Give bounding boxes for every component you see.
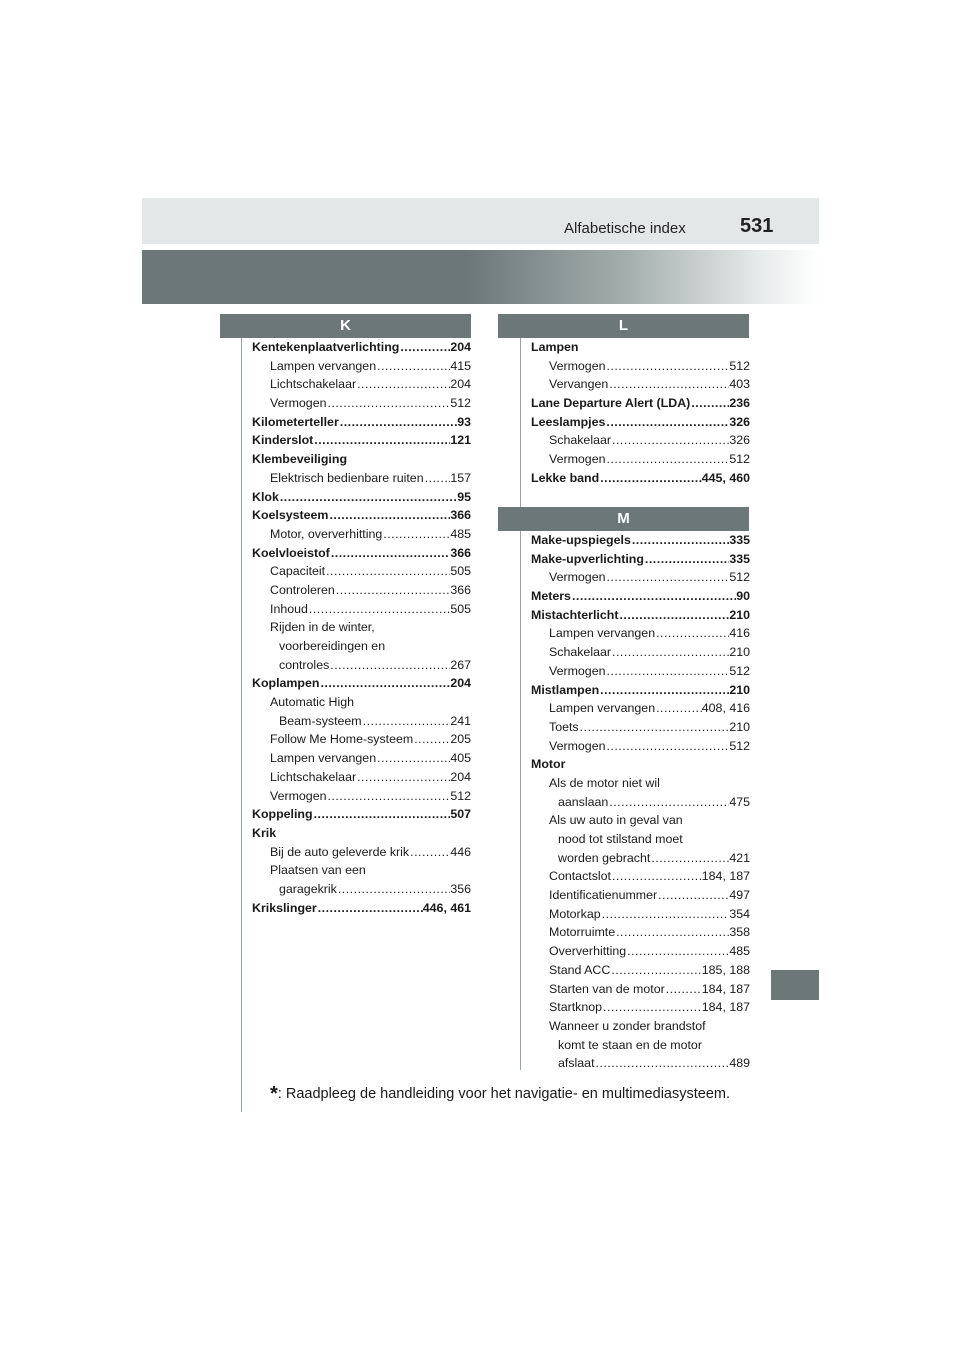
entry-label: Vermogen: [549, 358, 606, 373]
dot-leader: [313, 431, 450, 450]
entry-label: Automatic High: [270, 695, 355, 710]
dot-leader: [330, 544, 451, 563]
index-entry: [531, 980, 750, 999]
dot-leader: [618, 606, 729, 625]
entry-label: Als uw auto in geval van: [549, 813, 683, 828]
index-entry: [531, 375, 750, 394]
entry-page-ref: 210: [729, 607, 750, 622]
section-title: Alfabetische index: [564, 220, 686, 237]
index-entry: [252, 637, 471, 656]
entry-label: Leeslampjes: [531, 414, 606, 429]
entry-label: Motorruimte: [549, 925, 616, 940]
entry-page-ref: 512: [729, 738, 750, 753]
entry-label: komt te staan en de motor: [558, 1037, 702, 1052]
entry-label: Lichtschakelaar: [270, 377, 357, 392]
dot-leader: [611, 643, 729, 662]
left-margin-rule: [241, 318, 242, 1112]
footnote-marker: *: [270, 1083, 278, 1105]
index-entry: [252, 768, 471, 787]
entry-label: Lampen vervangen: [270, 751, 377, 766]
entry-label: Beam-systeem: [279, 713, 362, 728]
entry-label: Capaciteit: [270, 564, 326, 579]
entry-page-ref: 210: [729, 645, 750, 660]
index-entry: [531, 431, 750, 450]
dot-leader: [599, 469, 702, 488]
entry-page-ref: 241: [450, 713, 471, 728]
index-entry: [252, 506, 471, 525]
dot-leader: [605, 450, 729, 469]
entry-label: Kentekenplaatverlichting: [252, 340, 400, 354]
index-entry: [252, 674, 471, 693]
index-entry: [531, 338, 750, 357]
entry-page-ref: 335: [729, 533, 750, 547]
index-entry: [531, 1054, 750, 1073]
letter-heading-k: K: [220, 314, 471, 338]
entry-label: Toets: [549, 719, 579, 734]
footnote-text: : Raadpleeg de handleiding voor het navigatie- en multimediasysteem.: [277, 1086, 730, 1102]
entry-label: Oververhitting: [549, 944, 627, 959]
dot-leader: [326, 394, 450, 413]
index-entry: [531, 662, 750, 681]
entry-label: Lampen vervangen: [270, 358, 377, 373]
dot-leader: [356, 375, 450, 394]
index-entry: [252, 787, 471, 806]
entry-page-ref: 210: [729, 719, 750, 734]
entry-label: Schakelaar: [549, 433, 611, 448]
entry-page-ref: 485: [729, 944, 750, 959]
dot-leader: [329, 656, 450, 675]
entry-label: Motor, oververhitting: [270, 526, 383, 541]
entry-label: Vervangen: [549, 377, 609, 392]
entry-page-ref: 204: [450, 769, 471, 784]
entry-page-ref: 354: [729, 906, 750, 921]
entry-label: Inhoud: [270, 601, 308, 616]
dot-leader: [317, 899, 423, 918]
entry-page-ref: 210: [729, 682, 750, 697]
entry-label: voorbereidingen en: [279, 639, 386, 653]
index-entry: [531, 755, 750, 774]
index-entry: [531, 606, 750, 625]
entry-page-ref: 358: [729, 925, 750, 940]
dot-leader: [605, 357, 729, 376]
index-entry: [531, 1017, 750, 1036]
dot-leader: [602, 998, 702, 1017]
entry-label: Motor: [531, 757, 566, 772]
index-entry: [252, 880, 471, 899]
dot-leader: [595, 1054, 730, 1073]
dot-leader: [601, 905, 730, 924]
dot-leader: [279, 488, 457, 507]
index-entry: [531, 942, 750, 961]
dot-leader: [399, 338, 450, 357]
entry-page-ref: 505: [450, 601, 471, 616]
index-entry: [531, 718, 750, 737]
entry-label: Vermogen: [270, 788, 327, 803]
index-entry: [531, 886, 750, 905]
entry-page-ref: 157: [450, 470, 471, 485]
entry-label: Schakelaar: [549, 645, 611, 660]
entry-page-ref: 446, 461: [422, 900, 471, 915]
entry-page-ref: 446: [450, 844, 471, 859]
dot-leader: [571, 587, 736, 606]
entry-label: Koelvloeistof: [252, 545, 330, 560]
index-entry: [252, 544, 471, 563]
entry-page-ref: 326: [729, 414, 750, 429]
index-entry: [531, 998, 750, 1017]
index-entry: [531, 961, 750, 980]
index-list-m: [531, 531, 750, 1073]
dot-leader: [409, 843, 450, 862]
dot-leader: [362, 712, 451, 731]
index-entry: [252, 730, 471, 749]
entry-label: Mistachterlicht: [531, 607, 619, 622]
index-entry: [531, 811, 750, 830]
entry-label: Bij de auto geleverde krik: [270, 844, 410, 859]
entry-label: Contactslot: [549, 869, 611, 884]
index-list-k: [252, 338, 471, 917]
index-entry: [252, 843, 471, 862]
entry-page-ref: 204: [450, 676, 471, 691]
entry-label: nood tot stilstand moet: [558, 832, 683, 846]
dot-leader: [608, 793, 729, 812]
entry-page-ref: 485: [450, 526, 471, 541]
index-entry: [252, 375, 471, 394]
dot-leader: [605, 413, 729, 432]
index-entry: [531, 394, 750, 413]
index-entry: [531, 450, 750, 469]
entry-page-ref: 512: [729, 452, 750, 467]
entry-label: Stand ACC: [549, 962, 611, 977]
entry-page-ref: 205: [450, 732, 471, 747]
index-entry: [252, 824, 471, 843]
entry-page-ref: 497: [729, 888, 750, 903]
index-entry: [252, 431, 471, 450]
entry-label: Lampen vervangen: [549, 626, 656, 641]
entry-page-ref: 403: [729, 377, 750, 392]
dot-leader: [356, 768, 450, 787]
index-entry: [252, 656, 471, 675]
index-entry: [531, 469, 750, 488]
entry-label: Lichtschakelaar: [270, 769, 357, 784]
entry-label: Vermogen: [549, 663, 606, 678]
index-entry: [252, 338, 471, 357]
entry-label: Kinderslot: [252, 433, 314, 448]
dot-leader: [313, 805, 451, 824]
dot-leader: [325, 562, 450, 581]
entry-page-ref: 512: [729, 663, 750, 678]
dot-leader: [308, 600, 450, 619]
entry-label: Make-upverlichting: [531, 551, 644, 566]
letter-heading-l: L: [498, 314, 749, 338]
index-entry: [531, 699, 750, 718]
entry-page-ref: 408, 416: [701, 701, 750, 716]
entry-page-ref: 184, 187: [701, 1000, 750, 1015]
index-entry: [531, 830, 750, 849]
index-entry: [252, 357, 471, 376]
index-entry: [252, 562, 471, 581]
entry-page-ref: 93: [457, 414, 471, 429]
index-entry: [531, 587, 750, 606]
index-entry: [531, 568, 750, 587]
dot-leader: [339, 413, 457, 432]
index-entry: [531, 531, 750, 550]
entry-page-ref: 512: [729, 358, 750, 373]
entry-label: garagekrik: [279, 881, 337, 896]
entry-label: Starten van de motor: [549, 981, 665, 996]
entry-label: Koplampen: [252, 676, 320, 691]
entry-page-ref: 366: [450, 508, 471, 523]
index-entry: [531, 357, 750, 376]
index-entry: [252, 861, 471, 880]
dot-leader: [655, 699, 702, 718]
entry-label: Startknop: [549, 1000, 603, 1015]
entry-label: Rijden in de winter,: [270, 620, 375, 635]
index-entry: [531, 774, 750, 793]
entry-label: Wanneer u zonder brandstof: [549, 1018, 706, 1033]
index-entry: [531, 867, 750, 886]
index-entry: [531, 643, 750, 662]
dot-leader: [382, 525, 450, 544]
entry-label: Controleren: [270, 582, 335, 597]
entry-page-ref: 505: [450, 564, 471, 579]
entry-page-ref: 512: [450, 788, 471, 803]
entry-label: Krik: [252, 825, 277, 840]
entry-page-ref: 90: [736, 589, 750, 604]
entry-label: Motorkap: [549, 906, 601, 921]
letter-heading-m: M: [498, 507, 749, 531]
dot-leader: [631, 531, 729, 550]
entry-page-ref: 512: [729, 570, 750, 585]
page-number: 531: [740, 215, 774, 237]
entry-page-ref: 405: [450, 751, 471, 766]
entry-label: Koppeling: [252, 807, 313, 822]
dot-leader: [650, 849, 729, 868]
dot-leader: [610, 961, 701, 980]
entry-label: Klembeveiliging: [252, 452, 348, 467]
entry-label: aanslaan: [558, 794, 609, 809]
index-entry: [531, 1036, 750, 1055]
index-entry: [531, 849, 750, 868]
entry-label: Mistlampen: [531, 682, 600, 697]
dot-leader: [657, 886, 729, 905]
entry-page-ref: 335: [729, 551, 750, 566]
dot-leader: [605, 662, 729, 681]
entry-label: Vermogen: [270, 396, 327, 411]
dot-leader: [605, 737, 729, 756]
dot-leader: [326, 787, 450, 806]
header-gradient-bar: [142, 250, 819, 304]
dot-leader: [328, 506, 450, 525]
index-entry: [531, 793, 750, 812]
index-entry: [252, 712, 471, 731]
dot-leader: [599, 681, 729, 700]
entry-page-ref: 507: [450, 807, 471, 822]
header-band: [142, 198, 819, 244]
dot-leader: [319, 674, 450, 693]
entry-label: Make-upspiegels: [531, 533, 631, 547]
index-entry: [252, 394, 471, 413]
dot-leader: [579, 718, 730, 737]
index-entry: [531, 905, 750, 924]
index-entry: [252, 600, 471, 619]
dot-leader: [335, 581, 451, 600]
index-entry: [531, 923, 750, 942]
entry-page-ref: 236: [729, 396, 750, 411]
dot-leader: [655, 624, 729, 643]
index-entry: [252, 413, 471, 432]
entry-page-ref: 204: [450, 377, 471, 392]
index-entry: [252, 805, 471, 824]
entry-label: Lampen: [531, 340, 579, 354]
entry-label: Elektrisch bedienbare ruiten: [270, 470, 424, 485]
index-entry: [252, 469, 471, 488]
entry-page-ref: 326: [729, 433, 750, 448]
entry-page-ref: 267: [450, 657, 471, 672]
entry-label: Als de motor niet wil: [549, 775, 660, 790]
entry-label: afslaat: [558, 1056, 595, 1071]
entry-label: Identificatienummer: [549, 888, 658, 903]
entry-page-ref: 489: [729, 1056, 750, 1071]
entry-label: Vermogen: [549, 570, 606, 585]
entry-page-ref: 512: [450, 396, 471, 411]
dot-leader: [644, 550, 729, 569]
column-divider: [520, 337, 521, 1070]
index-list-l: [531, 338, 750, 488]
entry-label: Lane Departure Alert (LDA): [531, 396, 691, 411]
index-entry: [531, 624, 750, 643]
entry-page-ref: 95: [457, 489, 471, 504]
entry-page-ref: 366: [450, 582, 471, 597]
index-entry: [252, 899, 471, 918]
entry-label: worden gebracht: [558, 850, 651, 865]
entry-page-ref: 416: [729, 626, 750, 641]
index-entry: [252, 618, 471, 637]
dot-leader: [615, 923, 729, 942]
entry-page-ref: 184, 187: [701, 981, 750, 996]
index-entry: [252, 693, 471, 712]
index-entry: [531, 737, 750, 756]
dot-leader: [424, 469, 451, 488]
entry-label: Vermogen: [549, 452, 606, 467]
dot-leader: [376, 749, 450, 768]
entry-page-ref: 121: [450, 433, 471, 448]
dot-leader: [665, 980, 702, 999]
entry-page-ref: 421: [729, 850, 750, 865]
entry-label: Lekke band: [531, 470, 600, 485]
thumb-index-tab: [771, 970, 819, 1000]
entry-label: Follow Me Home-systeem: [270, 732, 414, 747]
dot-leader: [337, 880, 450, 899]
entry-label: Vermogen: [549, 738, 606, 753]
entry-page-ref: 366: [450, 545, 471, 560]
entry-label: Kilometerteller: [252, 414, 339, 429]
entry-page-ref: 445, 460: [701, 470, 750, 485]
index-entry: [252, 581, 471, 600]
entry-page-ref: 204: [450, 340, 471, 354]
entry-page-ref: 356: [450, 881, 471, 896]
index-entry: [531, 550, 750, 569]
entry-page-ref: 184, 187: [701, 869, 750, 884]
index-entry: [531, 413, 750, 432]
entry-label: Plaatsen van een: [270, 863, 366, 878]
entry-label: Klok: [252, 489, 279, 504]
entry-label: Meters: [531, 589, 571, 604]
footnote: [270, 1083, 730, 1106]
entry-page-ref: 415: [450, 358, 471, 373]
dot-leader: [376, 357, 450, 376]
index-entry: [531, 681, 750, 700]
dot-leader: [626, 942, 729, 961]
dot-leader: [611, 431, 729, 450]
entry-label: controles: [279, 657, 330, 672]
entry-page-ref: 475: [729, 794, 750, 809]
entry-label: Koelsysteem: [252, 508, 329, 523]
entry-label: Krikslinger: [252, 900, 317, 915]
dot-leader: [608, 375, 729, 394]
index-entry: [252, 488, 471, 507]
index-entry: [252, 749, 471, 768]
dot-leader: [413, 730, 450, 749]
entry-label: Lampen vervangen: [549, 701, 656, 716]
index-entry: [252, 525, 471, 544]
dot-leader: [690, 394, 729, 413]
entry-page-ref: 185, 188: [701, 962, 750, 977]
dot-leader: [611, 867, 702, 886]
dot-leader: [605, 568, 729, 587]
index-entry: [252, 450, 471, 469]
